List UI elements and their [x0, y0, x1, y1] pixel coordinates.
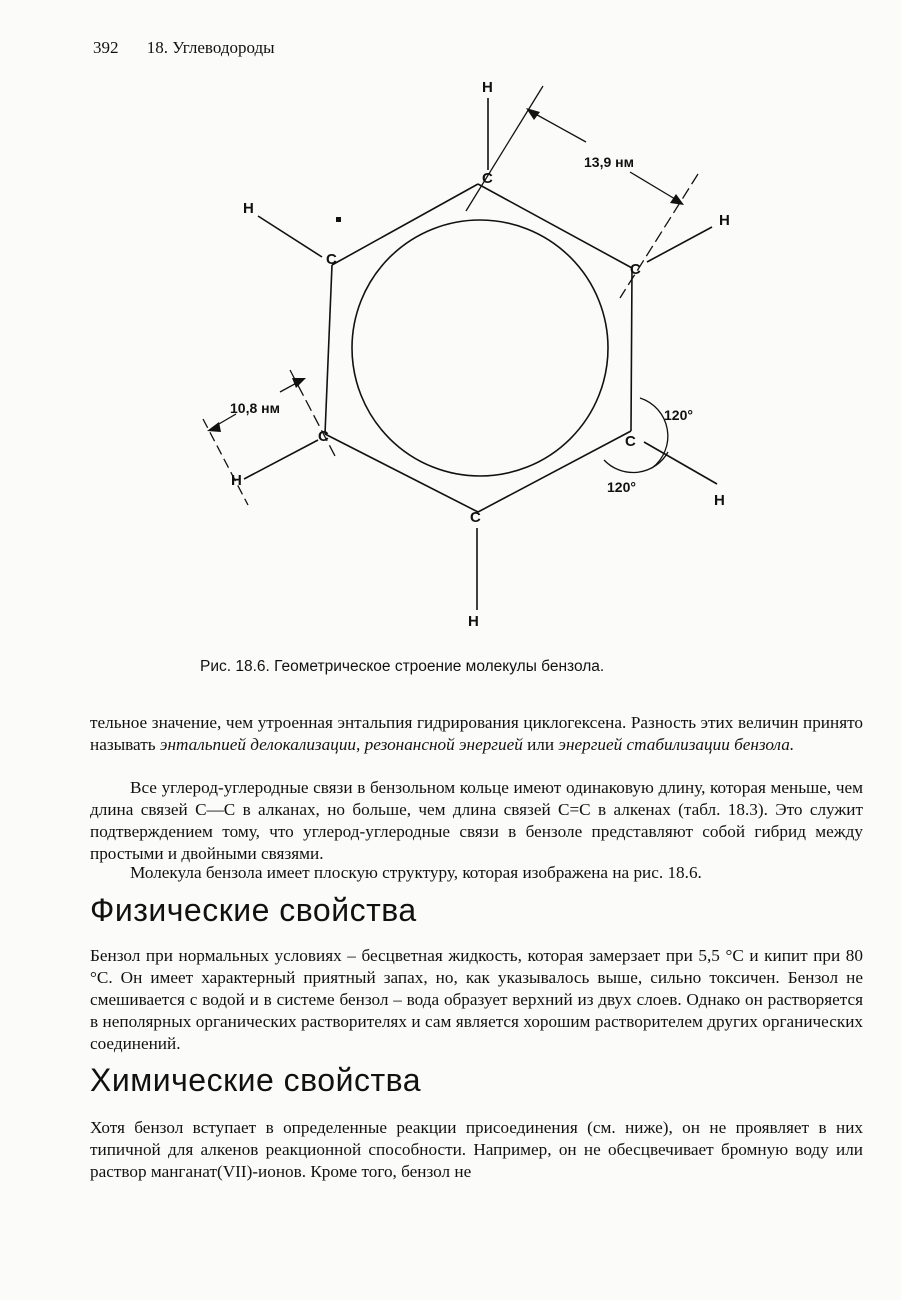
paragraph-chemical — [90, 1117, 863, 1183]
label-bond-cc: 13,9 нм — [584, 154, 634, 170]
dot-marker — [336, 217, 341, 222]
delocalized-ring — [352, 220, 608, 476]
dimension-arrow-2 — [630, 172, 680, 202]
dimension-lines — [203, 86, 698, 505]
paragraph1-or: или — [522, 735, 559, 754]
paragraph-planar — [90, 862, 863, 884]
paragraph-bonds — [90, 777, 863, 865]
atom-h1: H — [482, 79, 493, 96]
term-stabilization: энергией стабилизации бензола. — [558, 735, 795, 754]
arrowhead-3 — [207, 422, 221, 432]
bond-c6-h — [258, 216, 322, 257]
extension-line-left-2 — [203, 419, 248, 505]
ch-bonds — [244, 98, 717, 610]
extension-line-right — [620, 174, 698, 298]
ring-bonds — [325, 184, 632, 512]
bond-c2-c3 — [631, 268, 632, 431]
label-angle-1: 120° — [664, 407, 693, 423]
bond-c5-h — [244, 440, 318, 479]
atom-h4: H — [468, 613, 479, 630]
extension-line-top — [466, 86, 543, 211]
bond-c3-c4 — [478, 431, 631, 512]
chemical-properties-text: Хотя бензол вступает в определенные реакции присоединения (см. ниже), он не проявляет в них типичной для алкенов реакционной способности. Например, он не обесцвечивает бромную воду или раствор манганат(VII)-ионов. Кроме того, бензол не — [90, 1118, 863, 1181]
dimension-arrow-1 — [530, 111, 586, 142]
paragraph1-text: тельное значение, чем утроенная энтальпия гидрирования циклогексена. Разность этих величин принято называть — [90, 713, 863, 754]
bond-c3-h — [644, 442, 717, 484]
atom-c5: C — [318, 428, 329, 445]
bond-c6-c1 — [332, 184, 478, 265]
page-header — [93, 38, 275, 58]
bond-c5-c6 — [325, 265, 332, 434]
atom-c1: C — [482, 170, 493, 187]
benzene-structure-diagram — [180, 70, 740, 650]
atom-c4: C — [470, 509, 481, 526]
atom-c2: C — [630, 261, 641, 278]
atom-h5: H — [231, 472, 242, 489]
atom-h3: H — [714, 492, 725, 509]
bond-c1-c2 — [478, 184, 632, 268]
label-angle-2: 120° — [607, 479, 636, 495]
atom-c6: C — [326, 251, 337, 268]
page-number: 392 — [93, 38, 119, 57]
heading-physical-properties: Физические свойства — [90, 892, 417, 928]
heading-chemical-properties: Химические свойства — [90, 1062, 422, 1098]
paragraph2: Все углерод-углеродные связи в бензольном кольце имеют одинаковую длину, которая меньше, чем длина связей С—С в алканах, но больше, чем длина связей С=С в алкенах (табл. 18.3). Это служит подтверждением тому, что углерод-углеродные связи в бензоле представляют собой гибрид между простыми и двойными связями. — [90, 778, 863, 863]
physical-properties-text: Бензол при нормальных условиях – бесцветная жидкость, которая замерзает при 5,5 °С и кипит при 80 °С. Он имеет характерный приятный запах, но, как указывалось выше, сильно токсичен. Бензол не смешивается с водой и в системе бензол – вода образует верхний из двух слоев. Однако он растворяется в неполярных органических растворителях и сам является хорошим растворителем других органических соединений. — [90, 946, 863, 1053]
paragraph3: Молекула бензола имеет плоскую структуру, которая изображена на рис. 18.6. — [130, 863, 702, 882]
atom-h2: H — [719, 212, 730, 229]
paragraph-physical — [90, 945, 863, 1055]
arrowhead-1 — [526, 108, 540, 120]
arrowhead-2 — [670, 194, 684, 205]
atom-c3: C — [625, 433, 636, 450]
bond-c2-h — [647, 227, 712, 262]
term-delocalization: энтальпией делокализации, резонансной энергией — [159, 735, 523, 754]
chapter-title: 18. Углеводороды — [146, 38, 275, 57]
atom-h6: H — [243, 200, 254, 217]
figure-caption: Рис. 18.6. Геометрическое строение молекулы бензола. — [200, 658, 605, 675]
paragraph-enthalpy — [90, 712, 863, 756]
label-bond-ch: 10,8 нм — [230, 400, 280, 416]
